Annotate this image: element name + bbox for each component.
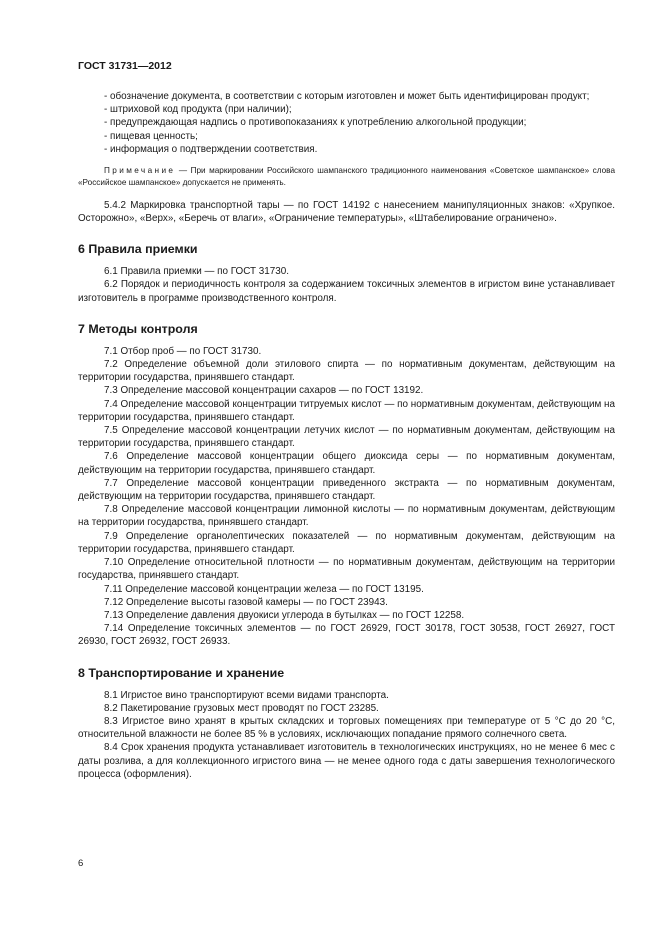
document-page [78, 60, 615, 781]
clause: 8.4 Срок хранения продукта устанавливает изготовитель в технологических инструкциях, но не менее 6 мес с даты розлива, а для коллекционного игристого вина — не менее одного года с даты завершения технологического процесса (оформления). [78, 742, 615, 780]
marking-list [78, 90, 615, 156]
clause: 7.13 Определение давления двуокиси углерода в бутылках — по ГОСТ 12258. [104, 609, 465, 621]
list-item: - штриховой код продукта (при наличии); [104, 104, 292, 116]
clause: 8.3 Игристое вино хранят в крытых складских и торговых помещениях при температуре от 5 °С до 20 °С, относительной влажности не более 85 % в условиях, исключающих попадание прямого солнечного света. [78, 715, 615, 741]
clause: 7.11 Определение массовой концентрации железа — по ГОСТ 13195. [104, 583, 424, 595]
section-6-heading: 6 Правила приемки [78, 242, 198, 257]
list-item: - информация о подтверждении соответствия. [104, 143, 318, 155]
clause: 7.4 Определение массовой концентрации титруемых кислот — по нормативным документам, действующим на территории государства, принявшего стандарт. [78, 398, 615, 423]
list-item: - обозначение документа, в соответствии с которым изготовлен и может быть идентифицирован продукт; [104, 91, 590, 102]
clause: 7.8 Определение массовой концентрации лимонной кислоты — по нормативным документам, действующим на территории государства, принявшего стандарт. [78, 504, 615, 529]
section-7-heading: 7 Методы контроля [78, 321, 198, 336]
clause: 7.5 Определение массовой концентрации летучих кислот — по нормативным документам, действующим на территории государства, принявшего стандарт. [78, 425, 615, 450]
section-6-body [78, 265, 615, 305]
clause: 7.2 Определение объемной доли этилового спирта — по нормативным документам, действующим на территории государства, принявшего стандарт. [78, 359, 615, 384]
clause: 6.2 Порядок и периодичность контроля за содержанием токсичных элементов в игристом вине устанавливает изготовитель в программе производственного контроля. [78, 279, 615, 304]
clause: 8.2 Пакетирование грузовых мест проводят по ГОСТ 23285. [104, 702, 379, 714]
clause: 8.1 Игристое вино транспортируют всеми видами транспорта. [104, 689, 389, 701]
clause: 7.10 Определение относительной плотности — по нормативным документам, действующим на территории государства, принявшего стандарт. [78, 557, 615, 582]
clause: 6.1 Правила приемки — по ГОСТ 31730. [104, 266, 289, 278]
paragraph-5-4-2: 5.4.2 Маркировка транспортной тары — по ГОСТ 14192 с нанесением манипуляционных знаков: «Хрупкое. Осторожно», «Верх», «Беречь от влаги», «Ограничение температуры», «Штабелирование ограничено». [78, 199, 615, 225]
clause: 7.1 Отбор проб — по ГОСТ 31730. [104, 345, 262, 357]
note [78, 165, 615, 190]
note-label: Примечание [104, 166, 176, 176]
clause: 7.3 Определение массовой концентрации сахаров — по ГОСТ 13192. [104, 385, 424, 397]
clause: 7.14 Определение токсичных элементов — по ГОСТ 26929, ГОСТ 30178, ГОСТ 30538, ГОСТ 26927, ГОСТ 26930, ГОСТ 26932, ГОСТ 26933. [78, 623, 615, 648]
page-number: 6 [78, 858, 84, 869]
list-item: - пищевая ценность; [104, 130, 198, 142]
note-text: — При маркировании Российского шампанского традиционного наименования «Советское шампанское» слова «Российское шампанское» допускается не применять. [78, 166, 615, 188]
clause: 7.9 Определение органолептических показателей — по нормативным документам, действующим на территории государства, принявшего стандарт. [78, 530, 615, 555]
clause: 7.7 Определение массовой концентрации приведенного экстракта — по нормативным документам, действующим на территории государства, принявшего стандарт. [78, 477, 615, 503]
section-7-body [78, 345, 615, 649]
document-header: ГОСТ 31731—2012 [78, 60, 172, 72]
clause: 7.12 Определение высоты газовой камеры — по ГОСТ 23943. [104, 596, 388, 608]
clause: 7.6 Определение массовой концентрации общего диоксида серы — по нормативным документам, действующим на территории государства, принявшего стандарт. [78, 451, 615, 476]
list-item: - предупреждающая надпись о противопоказаниях к употреблению алкогольной продукции; [104, 117, 527, 129]
section-8-body [78, 689, 615, 781]
section-8-heading: 8 Транспортирование и хранение [78, 665, 285, 680]
